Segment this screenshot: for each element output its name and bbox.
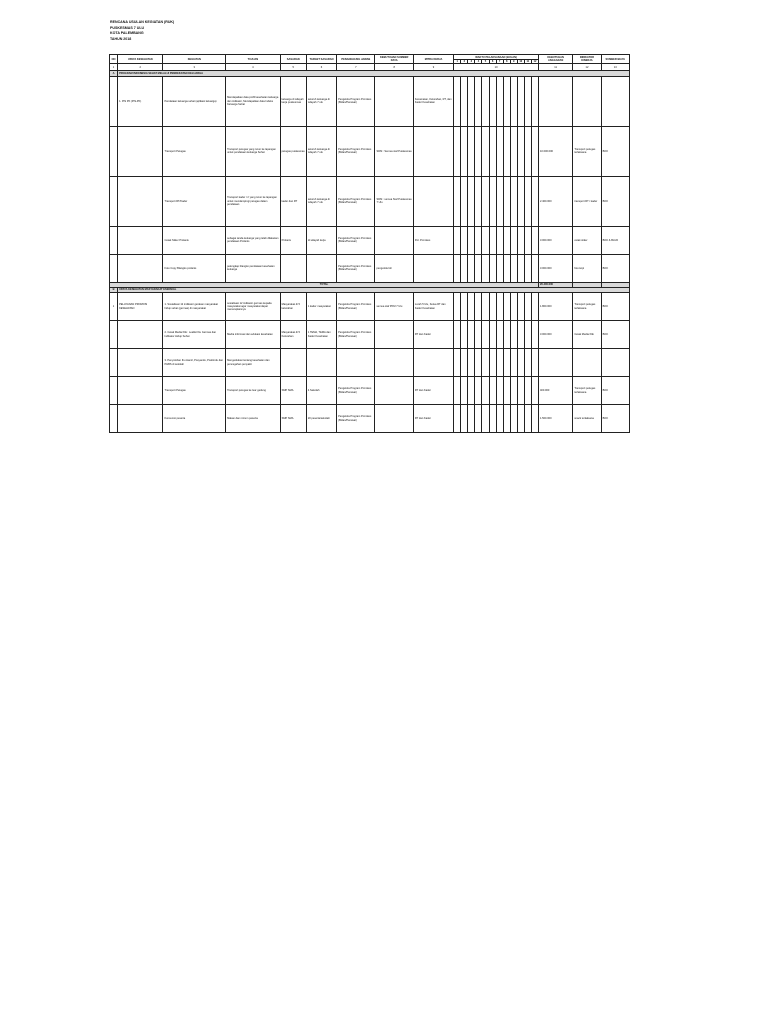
upaya-cell: PELAYANAN PROMOSI KESEHATAN — [118, 293, 163, 321]
col-number: 9 — [413, 64, 453, 71]
sumber-biaya-cell: BOK & BLUD — [601, 226, 629, 254]
tujuan-cell: Transport kader / rt yang turun ke lapangan untuk mendampingi petugas dalam pendataan — [226, 176, 281, 226]
sumber-daya-cell: SDM : semua Staf Puskesmas 7 Ulu — [375, 176, 413, 226]
month-header: 2 — [461, 60, 468, 64]
col-number: 10 — [454, 64, 539, 71]
sumber-biaya-cell: BOK — [601, 254, 629, 282]
mitra-cell: Kecamatan, Kelurahan, RT, dan Kader Kesehatan — [413, 76, 453, 126]
sumber-biaya-cell: BOK — [601, 405, 629, 433]
sumber-biaya-cell: BOK — [601, 126, 629, 176]
anggaran-cell: 2.400.000 — [538, 176, 572, 226]
sumber-daya-cell — [375, 377, 413, 405]
puskesmas-line: PUSKESMAS 7 ULU — [110, 25, 145, 30]
table-row: 1 PELAYANAN PROMOSI KESEHATAN 1. Sosialisasi 12 indikator gerakan masyarakat hidup sehat (germas) di masyarakat sosialisasi 12 indikator germas kepada masyarakat agar masyarakat dapat menerapkannya Masyarakat di 5 kelurahan 1 kader masyarakat Pengelola Program Promkes (Bidan/Perawat) semua staf PKM 7 Ulu Lurah 5 Ulu, Ketua RT dan Kader Kesehatan 1.800.000 Transport petugas terlaksana BOK — [110, 293, 630, 321]
pj-cell: Pengelola Program Promkes (Bidan/Perawat) — [337, 254, 375, 282]
sumber-daya-cell: pengelola loh — [375, 254, 413, 282]
tujuan-cell: Transport petugas ke luar gedung — [226, 377, 281, 405]
col-mitra: MITRA KERJA — [413, 55, 453, 64]
kegiatan-cell: Transport Petugas — [163, 377, 226, 405]
pj-cell: Pengelola Program Promkes (Bidan/Perawat) — [337, 293, 375, 321]
sumber-biaya-cell: BOK — [601, 321, 629, 349]
kegiatan-cell: Transport Petugas — [163, 126, 226, 176]
kegiatan-cell: 1. Sosialisasi 12 indikator gerakan masyarakat hidup sehat (germas) di masyarakat — [163, 293, 226, 321]
pj-cell: Pengelola Program Promkes (Bidan/Perawat) — [337, 126, 375, 176]
table-row — [110, 254, 630, 282]
col-tujuan: TUJUAN — [226, 55, 281, 64]
tujuan-cell: Makan dan minum peserta — [226, 405, 281, 433]
kegiatan-cell: Foto Copy Blangko prolanis — [163, 254, 226, 282]
city-line: KOTA PALEMBANG — [110, 31, 144, 35]
target-cell: 1 TEMA, TEMA dan Kader Kesehatan — [306, 321, 336, 349]
tujuan-cell: Transport petugas yang turun ke lapangan untuk pendataan keluarga Sehat — [226, 126, 281, 176]
mitra-cell: RT dan Kader — [413, 377, 453, 405]
month-header: 7 — [496, 60, 503, 64]
col-no: NO — [110, 55, 118, 64]
sasaran-cell: petugas puskesmas — [280, 126, 306, 176]
col-number: 13 — [601, 64, 629, 71]
mitra-cell — [413, 126, 453, 176]
column-number-row — [110, 64, 630, 71]
sasaran-cell: Masyarakat di 5 kelurahan — [280, 293, 306, 321]
col-number: 7 — [337, 64, 375, 71]
sasaran-cell: Masyarakat di 5 Kelurahan — [280, 321, 306, 349]
table-row — [110, 377, 630, 405]
sasaran-cell — [280, 254, 306, 282]
col-number: 6 — [306, 64, 336, 71]
month-header: 3 — [468, 60, 475, 64]
month-header: 1 — [454, 60, 461, 64]
col-number: 1 — [110, 64, 118, 71]
col-upaya: UPAYA KESEHATAN — [118, 55, 163, 64]
pj-cell: Pengelola Program Promkes (Bidan/Perawat) — [337, 176, 375, 226]
anggaran-cell: 400.000 — [538, 377, 572, 405]
col-pj: PENANGGUNG JAWAB — [337, 55, 375, 64]
table-row — [110, 349, 630, 377]
pj-cell: Pengelola Program Promkes (Bidan/Perawat) — [337, 377, 375, 405]
sumber-daya-cell — [375, 76, 413, 126]
target-cell: 20 peserta/sekolah — [306, 405, 336, 433]
mitra-cell: Pol. Promkes — [413, 226, 453, 254]
mitra-cell: Lurah 5 Ulu, Ketua RT dan Kader Kesehatan — [413, 293, 453, 321]
month-header: 11 — [524, 60, 531, 64]
sasaran-cell: kader dan RT — [280, 176, 306, 226]
sasaran-cell: SMP SMA — [280, 405, 306, 433]
target-cell: seluruh keluarga di wilayah 7 ulu — [306, 176, 336, 226]
sumber-biaya-cell: BOK — [601, 176, 629, 226]
total-label: TOTAL — [110, 282, 539, 287]
col-number: 4 — [226, 64, 281, 71]
kegiatan-cell: 3. Penyuluhan Ibu Hamil, Posyandu, Posbindu dan PHBS di sekolah — [163, 349, 226, 377]
indikator-cell: Transport petugas terlaksana — [573, 377, 601, 405]
indikator-cell: Transport petugas terlaksana — [573, 293, 601, 321]
section-title: PROGRAM INDONESIA SEHAT MELALUI PENDEKATAN KELUARGA — [118, 71, 630, 76]
tujuan-cell: Media informasi dan edukasi kesehatan — [226, 321, 281, 349]
kegiatan-cell: Pendataan keluarga sehat (aplikasi keluarga) — [163, 76, 226, 126]
anggaran-cell: 3.000.000 — [538, 254, 572, 282]
sumber-daya-cell: semua staf PKM 7 Ulu — [375, 293, 413, 321]
indikator-cell: snack terlaksana — [573, 405, 601, 433]
col-waktu: WAKTU PELAKSANAAN (BULAN) — [454, 55, 539, 60]
month-header: 6 — [489, 60, 496, 64]
sumber-daya-cell: SDM : Semua staf Puskesmas — [375, 126, 413, 176]
indikator-cell: Cetak Media KIE — [573, 321, 601, 349]
month-header: 4 — [475, 60, 482, 64]
section-title: UPAYA KESEHATAN MASYARAKAT ESENSIAL — [118, 287, 630, 292]
mitra-cell — [413, 254, 453, 282]
anggaran-cell: 3.000.000 — [538, 321, 572, 349]
title-line: RENCANA USULAN KEGIATAN (RUK) — [110, 20, 175, 24]
table-row — [110, 126, 630, 176]
tujuan-cell: sebagai tanda keluarga yang telah dilakukan pendataan Prolanis — [226, 226, 281, 254]
table-row — [110, 321, 630, 349]
mitra-cell: RT dan Kader — [413, 321, 453, 349]
upaya-cell: 1. PIS PK (PIS-PK) — [118, 76, 163, 126]
ruk-table-page-1 — [109, 54, 630, 433]
kegiatan-cell: Transport RT/Kader — [163, 176, 226, 226]
month-header: 8 — [503, 60, 510, 64]
col-number: 12 — [573, 64, 601, 71]
indikator-cell: transport RT / kader — [573, 176, 601, 226]
col-number: 5 — [280, 64, 306, 71]
indikator-cell: foto kopi — [573, 254, 601, 282]
sasaran-cell: SMP SMA — [280, 377, 306, 405]
kegiatan-cell: Cetak Stiker Prolanis — [163, 226, 226, 254]
indikator-cell — [573, 76, 601, 126]
sumber-biaya-cell: BOK — [601, 293, 629, 321]
kegiatan-cell: 2. Cetak Media KIE : Leaflet Ibu Germas dan Indikator Hidup Sehat — [163, 321, 226, 349]
month-header: 5 — [482, 60, 489, 64]
table-row — [110, 226, 630, 254]
table-row — [110, 76, 630, 126]
sasaran-cell: keluarga di wilayah kerja puskesmas — [280, 76, 306, 126]
tujuan-cell: Mengedukasi tentang kesehatan dan pencegahan penyakit — [226, 349, 281, 377]
col-number: 2 — [118, 64, 163, 71]
anggaran-cell: 1.500.000 — [538, 405, 572, 433]
sasaran-cell: Prolanis — [280, 226, 306, 254]
year-line: TAHUN 2018 — [110, 36, 132, 41]
col-sasaran: SASARAN — [280, 55, 306, 64]
col-number: 8 — [375, 64, 413, 71]
anggaran-cell: 1.800.000 — [538, 293, 572, 321]
sumber-biaya-cell: BOK — [601, 377, 629, 405]
indikator-cell: cetak stiker — [573, 226, 601, 254]
target-cell — [306, 254, 336, 282]
sumber-biaya-cell — [601, 76, 629, 126]
target-cell: 1 kader masyarakat — [306, 293, 336, 321]
anggaran-cell: 10.000.000 — [538, 126, 572, 176]
target-cell: 4 Sekolah — [306, 377, 336, 405]
col-anggaran: KEBUTUHAN ANGGARAN — [538, 55, 572, 64]
sumber-daya-cell — [375, 321, 413, 349]
month-header: 12 — [531, 60, 538, 64]
col-number: 3 — [163, 64, 226, 71]
section-code: A — [110, 71, 118, 76]
col-target: TARGET SASARAN — [306, 55, 336, 64]
month-header: 10 — [517, 60, 524, 64]
table-row — [110, 176, 630, 226]
mitra-cell: RT dan Kader — [413, 405, 453, 433]
mitra-cell — [413, 176, 453, 226]
col-sumber-biaya: SUMBER BIAYA — [601, 55, 629, 64]
pj-cell: Pengelola Program Promkes (Bidan/Perawat) — [337, 76, 375, 126]
pj-cell: Pengelola Program Promkes (Bidan/Perawat) — [337, 321, 375, 349]
pj-cell: Pengelola Program Promkes (Bidan/Perawat) — [337, 405, 375, 433]
total-value: 20.400.000 — [538, 282, 572, 287]
pj-cell: Pengelola Program Promkes (Bidan/Perawat) — [337, 226, 375, 254]
col-indikator: INDIKATOR KINERJA — [573, 55, 601, 64]
col-sumber-daya: KEBUTUHAN SUMBER DAYA — [375, 55, 413, 64]
anggaran-cell: 3.000.000 — [538, 226, 572, 254]
month-header: 9 — [510, 60, 517, 64]
target-cell: seluruh keluarga di wilayah 7 ulu — [306, 76, 336, 126]
table-row — [110, 405, 630, 433]
indikator-cell: Transport petugas terlaksana — [573, 126, 601, 176]
document-header — [110, 20, 174, 42]
section-code: B — [110, 287, 118, 292]
col-kegiatan: KEGIATAN — [163, 55, 226, 64]
sumber-daya-cell — [375, 405, 413, 433]
col-number: 11 — [538, 64, 572, 71]
kegiatan-cell: Konsumsi peserta — [163, 405, 226, 433]
anggaran-cell — [538, 76, 572, 126]
target-cell: di wilayah kerja — [306, 226, 336, 254]
tujuan-cell: sosialisasi 12 indikator germas kepada masyarakat agar masyarakat dapat menerapkannya — [226, 293, 281, 321]
tujuan-cell: Mendapatkan data profil kesehatan keluarga dan indikator, Mendapatkan data Indeks Keluarga Sehat — [226, 76, 281, 126]
sumber-daya-cell — [375, 226, 413, 254]
tujuan-cell: pelengkap blangko pendataan kesehatan keluarga — [226, 254, 281, 282]
target-cell: seluruh keluarga di wilayah 7 ulu — [306, 126, 336, 176]
